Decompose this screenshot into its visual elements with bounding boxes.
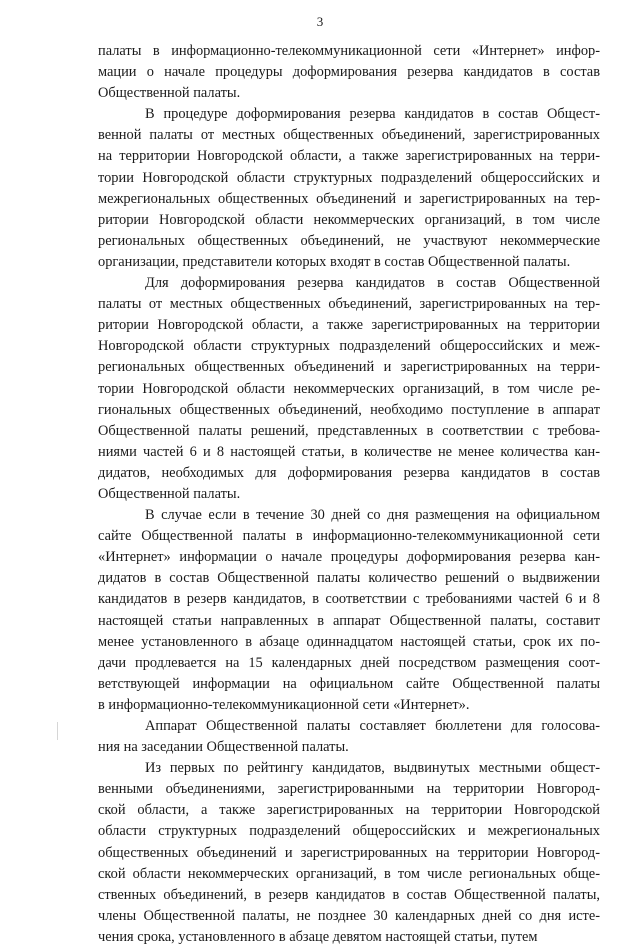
text-line: региональных общественных объединений и зарегистрированных на терри- bbox=[98, 359, 600, 376]
text-line: Общественной палаты. bbox=[98, 85, 241, 102]
document-body bbox=[98, 41, 600, 948]
text-line: тории Новгородской области некоммерческих организаций, в том числе ре- bbox=[98, 380, 600, 397]
text-line: мации о начале процедуры доформирования резерва кандидатов в состав bbox=[98, 64, 600, 81]
text-line: региональных общественных объединений, не участвуют некоммерческие bbox=[98, 232, 600, 249]
text-line: кандидатов в резерв кандидатов, в соответствии с требованиями частей 6 и 8 bbox=[98, 591, 600, 608]
text-line: ритории Новгородской области некоммерческих организаций, в том числе bbox=[98, 211, 600, 228]
text-line: Общественной палаты решений, представленных в соответствии с требова- bbox=[98, 422, 600, 439]
text-line: ниями частей 6 и 8 настоящей статьи, в количестве не менее количества кан- bbox=[98, 443, 600, 460]
text-line: венными объединениями, зарегистрированными на территории Новгород- bbox=[98, 781, 600, 798]
text-line: на территории Новгородской области, а также зарегистрированных на терри- bbox=[98, 148, 600, 165]
text-line: В процедуре доформирования резерва кандидатов в состав Общест- bbox=[145, 106, 600, 123]
text-line: менее установленного в абзаце одиннадцатом настоящей статьи, срок их по- bbox=[98, 633, 600, 650]
text-line: палаты в информационно-телекоммуникационной сети «Интернет» инфор- bbox=[98, 43, 600, 59]
text-line: чения срока, установленного в абзаце девятом настоящей статьи, путем bbox=[98, 928, 538, 945]
text-line: ния на заседании Общественной палаты. bbox=[98, 739, 349, 756]
text-line: настоящей статьи направленных в аппарат Общественной палаты, составит bbox=[98, 612, 600, 629]
text-line: Для доформирования резерва кандидатов в состав Общественной bbox=[145, 275, 600, 292]
margin-mark bbox=[57, 722, 58, 740]
text-line: дидатов в состав Общественной палаты количество решений о выдвижении bbox=[98, 570, 600, 587]
text-line: общественных объединений и зарегистрированных на территории Новгород- bbox=[98, 844, 600, 861]
paragraph bbox=[98, 716, 600, 758]
text-line: сайте Общественной палаты в информационно-телекоммуникационной сети bbox=[98, 528, 600, 545]
text-line: ственных объединений, в резерв кандидатов в состав Общественной палаты, bbox=[98, 886, 600, 903]
text-line: венной палаты от местных общественных объединений, зарегистрированных bbox=[98, 127, 600, 144]
text-line: Общественной палаты. bbox=[98, 485, 241, 502]
paragraph bbox=[98, 273, 600, 505]
text-line: дидатов, необходимых для доформирования резерва кандидатов в состав bbox=[98, 464, 600, 481]
text-line: межрегиональных общественных объединений и зарегистрированных на тер- bbox=[98, 190, 600, 207]
text-line: области структурных подразделений общероссийских и межрегиональных bbox=[98, 823, 600, 840]
text-line: дачи продлевается на 15 календарных дней посредством размещения соот- bbox=[98, 654, 600, 671]
text-line: палаты от местных общественных объединений, зарегистрированных на тер- bbox=[98, 296, 600, 313]
text-line: «Интернет» информации о начале процедуры доформирования резерва кан- bbox=[98, 549, 600, 566]
paragraph bbox=[98, 41, 600, 104]
paragraph bbox=[98, 758, 600, 948]
text-line: В случае если в течение 30 дней со дня размещения на официальном bbox=[145, 507, 600, 524]
text-line: Аппарат Общественной палаты составляет бюллетени для голосова- bbox=[145, 718, 600, 734]
text-line: гиональных общественных объединений, необходимо поступление в аппарат bbox=[98, 401, 600, 418]
paragraph bbox=[98, 104, 600, 273]
text-line: ритории Новгородской области, а также зарегистрированных на территории bbox=[98, 317, 600, 334]
text-line: члены Общественной палаты, не позднее 30 календарных дней со дня исте- bbox=[98, 907, 600, 924]
text-line: ской области, а также зарегистрированных на территории Новгородской bbox=[98, 802, 600, 819]
text-line: ской области некоммерческих организаций, в том числе региональных обще- bbox=[98, 865, 600, 882]
text-line: Из первых по рейтингу кандидатов, выдвинутых местными общест- bbox=[145, 760, 600, 777]
text-line: в информационно-телекоммуникационной сети «Интернет». bbox=[98, 696, 470, 713]
text-line: ветствующей информации на официальном сайте Общественной палаты bbox=[98, 675, 600, 692]
paragraph bbox=[98, 505, 600, 716]
text-line: Новгородской области структурных подразделений общероссийских и меж- bbox=[98, 338, 600, 355]
page-number: 3 bbox=[316, 14, 324, 29]
text-line: тории Новгородской области структурных подразделений общероссийских и bbox=[98, 169, 600, 186]
text-line: организации, представители которых входят в состав Общественной палаты. bbox=[98, 253, 571, 270]
